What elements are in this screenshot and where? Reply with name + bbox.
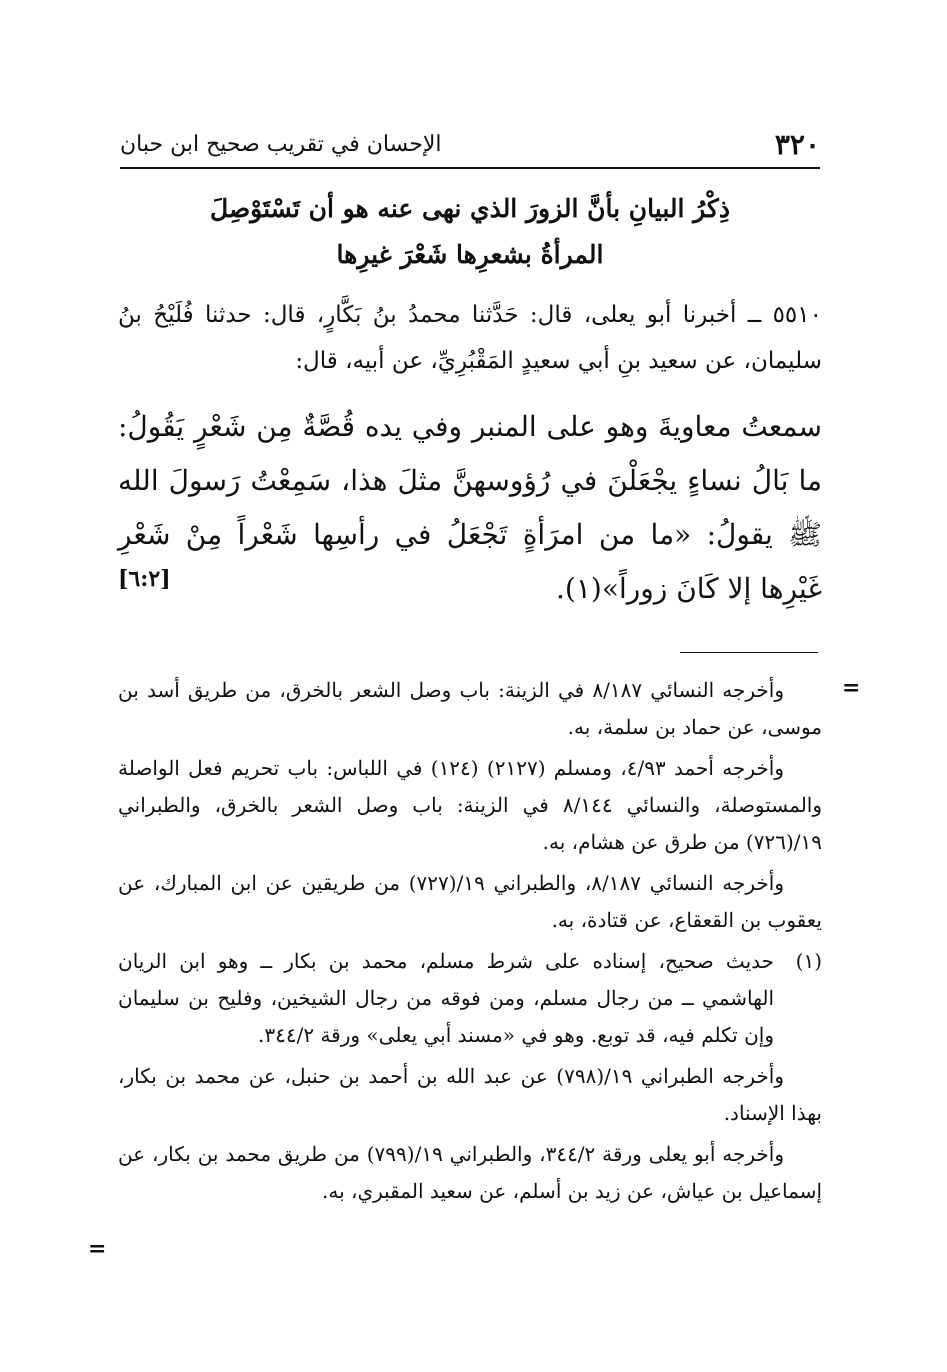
- continuation-mark-bottom: =: [88, 1236, 107, 1262]
- footnote-1-text: حديث صحيح، إسناده على شرط مسلم، محمد بن بكار ــ وهو ابن الريان الهاشمي ــ من رجال مسلم، ومن فوقه من رجال الشيخين، وفليح بن سليمان وإن تكلم فيه، قد توبع. وهو في «مسند أبي يعلى» ورقة ٣٤٤/٢.: [118, 949, 774, 1047]
- footnote-1-paragraph: وأخرجه أبو يعلى ورقة ٣٤٤/٢، والطبراني ١٩/(٧٩٩) من طريق محمد بن بكار، عن إسماعيل بن عياش، عن زيد بن أسلم، عن سعيد المقبري، به.: [118, 1142, 822, 1203]
- chapter-heading: [120, 186, 820, 278]
- footnotes: [118, 672, 822, 1214]
- footnote-1-number: (١): [795, 949, 822, 973]
- footnote-1-paragraph: وأخرجه الطبراني ١٩/(٧٩٨) عن عبد الله بن أحمد بن حنبل، عن محمد بن بكار، بهذا الإسناد.: [118, 1064, 822, 1125]
- page-number: ٣٢٠: [774, 128, 820, 161]
- hadith-reference: [٦:٢]: [118, 566, 171, 592]
- footnote-continued-paragraph: وأخرجه النسائي ٨/١٨٧ في الزينة: باب وصل الشعر بالخرق، من طريق أسد بن موسى، عن حماد بن سلمة، به.: [118, 678, 822, 739]
- header-rule: [120, 167, 820, 169]
- chapter-heading-line-1: ذِكْرُ البيانِ بأنَّ الزورَ الذي نهى عنه هو أن تَسْتَوْصِلَ: [210, 194, 730, 223]
- footnote-continued-paragraph: وأخرجه النسائي ٨/١٨٧، والطبراني ١٩/(٧٢٧) من طريقين عن ابن المبارك، عن يعقوب بن القعقاع، عن قتادة، به.: [118, 871, 822, 932]
- footnote-1: [118, 943, 822, 1054]
- running-title: الإحسان في تقريب صحيح ابن حبان: [120, 132, 442, 157]
- continuation-mark-top: =: [842, 675, 861, 701]
- footnote-separator: [680, 652, 818, 653]
- hadith-matn: سمعتُ معاويةَ وهو على المنبر وفي يده قُصَّةٌ مِن شَعْرٍ يَقُولُ: ما بَالُ نساءٍ يجْعَلْنَ في رُؤوسهنَّ مثلَ هذا، سَمِعْتُ رَسولَ الله ﷺ يقولُ: «ما من امرَأةٍ تَجْعَلُ في رأسِها شَعْراً مِنْ شَعْرِ غَيْرِها إلا كَانَ زوراً»(١).: [118, 410, 822, 605]
- page-header: [120, 118, 820, 168]
- hadith-isnad: ٥٥١٠ ــ أخبرنا أبو يعلى، قال: حَدَّثنا محمدُ بنُ بَكَّارٍ، قال: حدثنا فُلَيْحُ بنُ سليمان، عن سعيد بنِ أبي سعيدٍ المَقْبُرِيِّ، عن أبيه، قال:: [118, 302, 822, 374]
- chapter-heading-line-2: المرأةُ بشعرِها شَعْرَ غيرِها: [336, 240, 604, 269]
- footnote-continued-paragraph: وأخرجه أحمد ٤/٩٣، ومسلم (٢١٢٧) (١٢٤) في اللباس: باب تحريم فعل الواصلة والمستوصلة، والنسائي ٨/١٤٤ في الزينة: باب وصل الشعر بالخرق، والطبراني ١٩/(٧٢٦) من طرق عن هشام، به.: [118, 756, 823, 854]
